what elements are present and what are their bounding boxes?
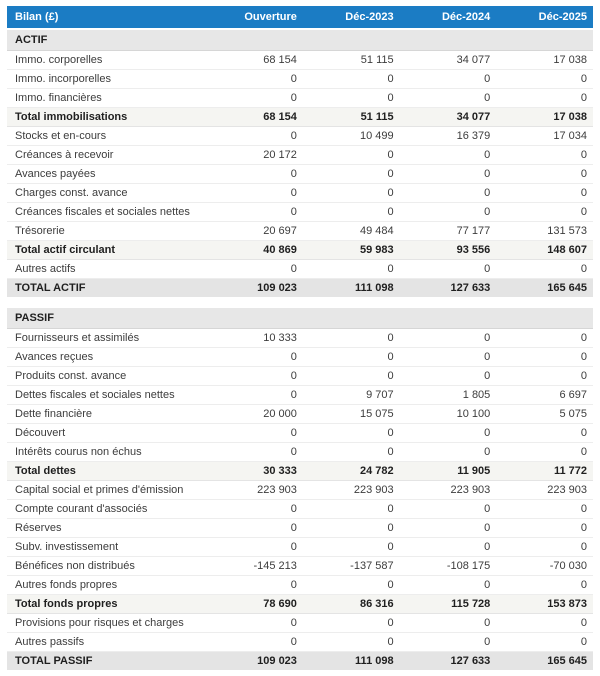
- cell-value: 24 782: [303, 462, 400, 481]
- table-row: [7, 386, 593, 405]
- cell-value: 109 023: [206, 279, 303, 298]
- column-header: Ouverture: [206, 6, 303, 29]
- row-label: Charges const. avance: [7, 184, 206, 203]
- table-row: [7, 652, 593, 671]
- table-row: [7, 500, 593, 519]
- row-label: Stocks et en-cours: [7, 127, 206, 146]
- cell-value: 6 697: [496, 386, 593, 405]
- section-gap: [7, 297, 593, 308]
- cell-value: 68 154: [206, 51, 303, 70]
- cell-value: 0: [303, 519, 400, 538]
- table-row: [7, 127, 593, 146]
- row-label: Autres passifs: [7, 633, 206, 652]
- row-label: Immo. corporelles: [7, 51, 206, 70]
- cell-value: 0: [496, 260, 593, 279]
- cell-value: 0: [303, 424, 400, 443]
- cell-value: 0: [400, 165, 497, 184]
- cell-value: 0: [400, 146, 497, 165]
- row-label: Dette financière: [7, 405, 206, 424]
- cell-value: 0: [206, 443, 303, 462]
- cell-value: 86 316: [303, 595, 400, 614]
- cell-value: 0: [303, 70, 400, 89]
- cell-value: 34 077: [400, 108, 497, 127]
- cell-value: 0: [206, 614, 303, 633]
- cell-value: 0: [400, 519, 497, 538]
- cell-value: 0: [496, 500, 593, 519]
- table-row: [7, 557, 593, 576]
- row-label: Autres fonds propres: [7, 576, 206, 595]
- balance-sheet-table: [7, 6, 593, 670]
- cell-value: 0: [400, 633, 497, 652]
- cell-value: 0: [303, 184, 400, 203]
- cell-value: 0: [400, 538, 497, 557]
- table-row: [7, 367, 593, 386]
- table-row: [7, 165, 593, 184]
- cell-value: 0: [496, 519, 593, 538]
- cell-value: 1 805: [400, 386, 497, 405]
- table-row: [7, 70, 593, 89]
- cell-value: 0: [206, 203, 303, 222]
- row-label: Trésorerie: [7, 222, 206, 241]
- table-row: [7, 462, 593, 481]
- cell-value: 9 707: [303, 386, 400, 405]
- row-label: Réserves: [7, 519, 206, 538]
- table-row: [7, 51, 593, 70]
- cell-value: 16 379: [400, 127, 497, 146]
- table-row: [7, 633, 593, 652]
- table-row: [7, 595, 593, 614]
- table-row: [7, 405, 593, 424]
- cell-value: 0: [303, 633, 400, 652]
- cell-value: 0: [400, 348, 497, 367]
- cell-value: 223 903: [206, 481, 303, 500]
- cell-value: -145 213: [206, 557, 303, 576]
- cell-value: 0: [400, 367, 497, 386]
- row-label: Autres actifs: [7, 260, 206, 279]
- cell-value: 111 098: [303, 279, 400, 298]
- cell-value: 0: [303, 348, 400, 367]
- cell-value: 0: [496, 89, 593, 108]
- row-label: Immo. financières: [7, 89, 206, 108]
- cell-value: 10 499: [303, 127, 400, 146]
- row-label: Avances payées: [7, 165, 206, 184]
- corner-header: Bilan (£): [7, 6, 206, 29]
- cell-value: 0: [206, 260, 303, 279]
- row-label: Produits const. avance: [7, 367, 206, 386]
- cell-value: 11 905: [400, 462, 497, 481]
- section-header-passif: [7, 308, 593, 329]
- cell-value: 0: [206, 348, 303, 367]
- cell-value: 20 697: [206, 222, 303, 241]
- cell-value: 0: [303, 538, 400, 557]
- cell-value: -70 030: [496, 557, 593, 576]
- row-label: Bénéfices non distribués: [7, 557, 206, 576]
- cell-value: 0: [206, 367, 303, 386]
- cell-value: 59 983: [303, 241, 400, 260]
- cell-value: 34 077: [400, 51, 497, 70]
- cell-value: 0: [303, 260, 400, 279]
- table-row: [7, 222, 593, 241]
- cell-value: 0: [496, 443, 593, 462]
- cell-value: 0: [400, 329, 497, 348]
- cell-value: 0: [496, 329, 593, 348]
- cell-value: 17 038: [496, 51, 593, 70]
- row-label: Créances fiscales et sociales nettes: [7, 203, 206, 222]
- cell-value: 0: [496, 614, 593, 633]
- table-row: [7, 241, 593, 260]
- cell-value: 111 098: [303, 652, 400, 671]
- cell-value: 51 115: [303, 108, 400, 127]
- cell-value: 0: [400, 184, 497, 203]
- cell-value: 11 772: [496, 462, 593, 481]
- cell-value: 0: [303, 500, 400, 519]
- table-row: [7, 279, 593, 298]
- cell-value: 0: [496, 424, 593, 443]
- row-label: Immo. incorporelles: [7, 70, 206, 89]
- cell-value: 0: [400, 260, 497, 279]
- cell-value: 51 115: [303, 51, 400, 70]
- cell-value: 93 556: [400, 241, 497, 260]
- cell-value: 0: [400, 89, 497, 108]
- table-row: [7, 481, 593, 500]
- cell-value: 0: [496, 184, 593, 203]
- cell-value: 223 903: [496, 481, 593, 500]
- cell-value: 0: [206, 538, 303, 557]
- cell-value: 223 903: [303, 481, 400, 500]
- table-row: [7, 424, 593, 443]
- cell-value: 0: [303, 146, 400, 165]
- table-row: [7, 146, 593, 165]
- table-row: [7, 184, 593, 203]
- cell-value: 0: [206, 519, 303, 538]
- cell-value: 20 172: [206, 146, 303, 165]
- column-header: Déc-2024: [400, 6, 497, 29]
- section-title: ACTIF: [7, 29, 593, 51]
- cell-value: 0: [206, 386, 303, 405]
- cell-value: 153 873: [496, 595, 593, 614]
- cell-value: 115 728: [400, 595, 497, 614]
- table-row: [7, 203, 593, 222]
- cell-value: 0: [400, 424, 497, 443]
- cell-value: 0: [400, 203, 497, 222]
- cell-value: 0: [303, 165, 400, 184]
- cell-value: 127 633: [400, 279, 497, 298]
- cell-value: 5 075: [496, 405, 593, 424]
- cell-value: 68 154: [206, 108, 303, 127]
- cell-value: 0: [303, 329, 400, 348]
- cell-value: 17 038: [496, 108, 593, 127]
- cell-value: 0: [496, 348, 593, 367]
- row-label: Compte courant d'associés: [7, 500, 206, 519]
- cell-value: 0: [496, 203, 593, 222]
- cell-value: 0: [206, 165, 303, 184]
- table-row: [7, 519, 593, 538]
- row-label: Total actif circulant: [7, 241, 206, 260]
- cell-value: 0: [400, 576, 497, 595]
- row-label: Total dettes: [7, 462, 206, 481]
- cell-value: 109 023: [206, 652, 303, 671]
- cell-value: 0: [496, 165, 593, 184]
- row-label: Subv. investissement: [7, 538, 206, 557]
- cell-value: -137 587: [303, 557, 400, 576]
- cell-value: 0: [206, 70, 303, 89]
- table-header: [7, 6, 593, 29]
- table-row: [7, 348, 593, 367]
- cell-value: 0: [206, 127, 303, 146]
- table-row: [7, 329, 593, 348]
- cell-value: 0: [206, 89, 303, 108]
- cell-value: 0: [400, 614, 497, 633]
- cell-value: 0: [303, 367, 400, 386]
- cell-value: 165 645: [496, 652, 593, 671]
- cell-value: 77 177: [400, 222, 497, 241]
- cell-value: 20 000: [206, 405, 303, 424]
- table-row: [7, 89, 593, 108]
- cell-value: 0: [206, 500, 303, 519]
- cell-value: 0: [206, 633, 303, 652]
- row-label: Dettes fiscales et sociales nettes: [7, 386, 206, 405]
- table-row: [7, 614, 593, 633]
- row-label: TOTAL PASSIF: [7, 652, 206, 671]
- cell-value: 0: [496, 367, 593, 386]
- cell-value: 165 645: [496, 279, 593, 298]
- row-label: Créances à recevoir: [7, 146, 206, 165]
- cell-value: 0: [400, 443, 497, 462]
- row-label: Fournisseurs et assimilés: [7, 329, 206, 348]
- cell-value: 127 633: [400, 652, 497, 671]
- row-label: Total immobilisations: [7, 108, 206, 127]
- table-row: [7, 576, 593, 595]
- cell-value: 0: [303, 203, 400, 222]
- row-label: Avances reçues: [7, 348, 206, 367]
- row-label: Provisions pour risques et charges: [7, 614, 206, 633]
- cell-value: 0: [303, 443, 400, 462]
- header-row: [7, 6, 593, 29]
- cell-value: 0: [496, 576, 593, 595]
- cell-value: 223 903: [400, 481, 497, 500]
- cell-value: 0: [303, 614, 400, 633]
- cell-value: 131 573: [496, 222, 593, 241]
- cell-value: 17 034: [496, 127, 593, 146]
- table-row: [7, 108, 593, 127]
- row-label: TOTAL ACTIF: [7, 279, 206, 298]
- cell-value: 0: [206, 424, 303, 443]
- cell-value: 0: [303, 576, 400, 595]
- cell-value: 78 690: [206, 595, 303, 614]
- cell-value: 0: [496, 146, 593, 165]
- cell-value: 10 333: [206, 329, 303, 348]
- cell-value: 0: [206, 576, 303, 595]
- cell-value: 30 333: [206, 462, 303, 481]
- cell-value: 15 075: [303, 405, 400, 424]
- cell-value: 0: [206, 184, 303, 203]
- row-label: Intérêts courus non échus: [7, 443, 206, 462]
- table-row: [7, 260, 593, 279]
- cell-value: -108 175: [400, 557, 497, 576]
- section-header-actif: [7, 29, 593, 51]
- cell-value: 10 100: [400, 405, 497, 424]
- column-header: Déc-2025: [496, 6, 593, 29]
- cell-value: 0: [496, 538, 593, 557]
- table-row: [7, 538, 593, 557]
- cell-value: 49 484: [303, 222, 400, 241]
- cell-value: 148 607: [496, 241, 593, 260]
- section-title: PASSIF: [7, 308, 593, 329]
- row-label: Total fonds propres: [7, 595, 206, 614]
- column-header: Déc-2023: [303, 6, 400, 29]
- table-body: [7, 29, 593, 670]
- table-row: [7, 443, 593, 462]
- row-label: Capital social et primes d'émission: [7, 481, 206, 500]
- cell-value: 0: [496, 70, 593, 89]
- cell-value: 0: [303, 89, 400, 108]
- cell-value: 40 869: [206, 241, 303, 260]
- cell-value: 0: [400, 70, 497, 89]
- cell-value: 0: [400, 500, 497, 519]
- cell-value: 0: [496, 633, 593, 652]
- row-label: Découvert: [7, 424, 206, 443]
